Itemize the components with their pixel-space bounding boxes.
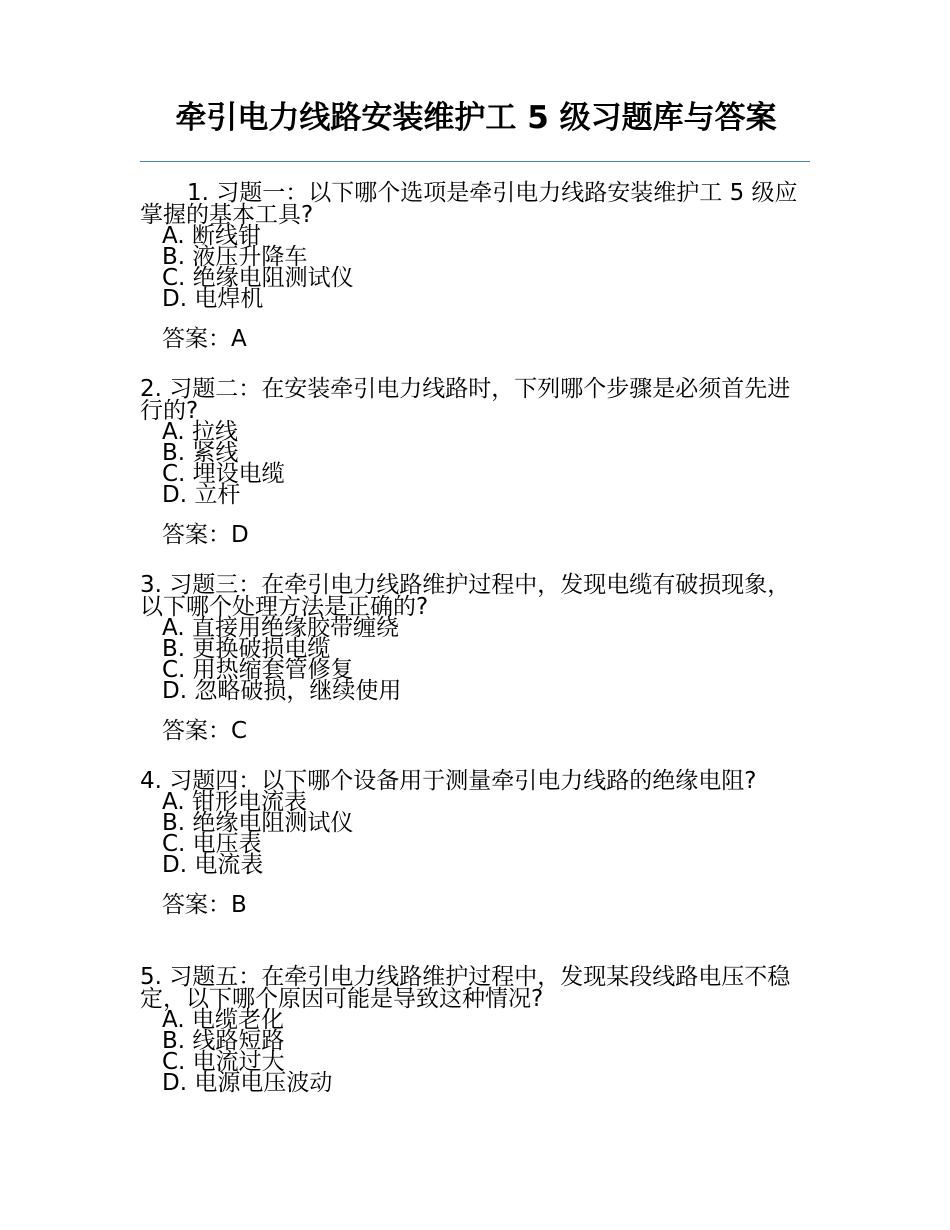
option-item: D. 立杆 [162,482,241,508]
option-item: D. 电源电压波动 [162,1070,333,1096]
question-block [140,378,812,547]
option-item: A. 直接用绝缘胶带缠绕 [162,615,399,641]
question-text: 2. 习题二：在安装牵引电力线路时，下列哪个步骤是必须首先进行的? [140,376,791,424]
option-item: A. 电缆老化 [162,1007,284,1033]
title-underline [140,161,810,162]
question-block [140,574,812,743]
option-item: A. 断线钳 [162,223,261,249]
option-item: B. 线路短路 [162,1028,285,1054]
question-block [140,182,812,351]
answer-text: 答案：D [162,522,249,548]
question-text: 4. 习题四：以下哪个设备用于测量牵引电力线路的绝缘电阻? [140,768,757,794]
document-title: 牵引电力线路安装维护工 5 级习题库与答案 [175,100,777,136]
option-list [140,615,812,704]
question-text: 3. 习题三：在牵引电力线路维护过程中，发现电缆有破损现象，以下哪个处理方法是正确的? [140,572,791,620]
answer-text: 答案：A [162,326,247,352]
option-item: D. 忽略破损，继续使用 [162,678,402,704]
option-item: B. 液压升降车 [162,244,308,270]
option-item: C. 埋设电缆 [162,461,285,487]
option-list [140,789,812,878]
option-item: B. 紧线 [162,440,239,466]
option-item: C. 电压表 [162,831,262,857]
option-list [140,1007,812,1096]
option-item: C. 绝缘电阻测试仪 [162,265,354,291]
question-text: 5. 习题五：在牵引电力线路维护过程中，发现某段线路电压不稳定，以下哪个原因可能是导致这种情况? [140,964,791,1012]
option-item: D. 电焊机 [162,286,264,312]
answer-text: 答案：C [162,718,248,744]
option-item: A. 拉线 [162,419,238,445]
option-item: C. 电流过大 [162,1049,285,1075]
option-list [140,223,812,312]
option-item: B. 绝缘电阻测试仪 [162,810,354,836]
option-item: C. 用热缩套管修复 [162,657,354,683]
option-item: A. 钳形电流表 [162,789,307,815]
question-block [140,966,812,1094]
option-list [140,419,812,508]
question-block [140,770,812,917]
option-item: D. 电流表 [162,852,264,878]
answer-text: 答案：B [162,892,247,918]
question-text: 1. 习题一：以下哪个选项是牵引电力线路安装维护工 5 级应掌握的基本工具? [140,180,798,228]
option-item: B. 更换破损电缆 [162,636,331,662]
